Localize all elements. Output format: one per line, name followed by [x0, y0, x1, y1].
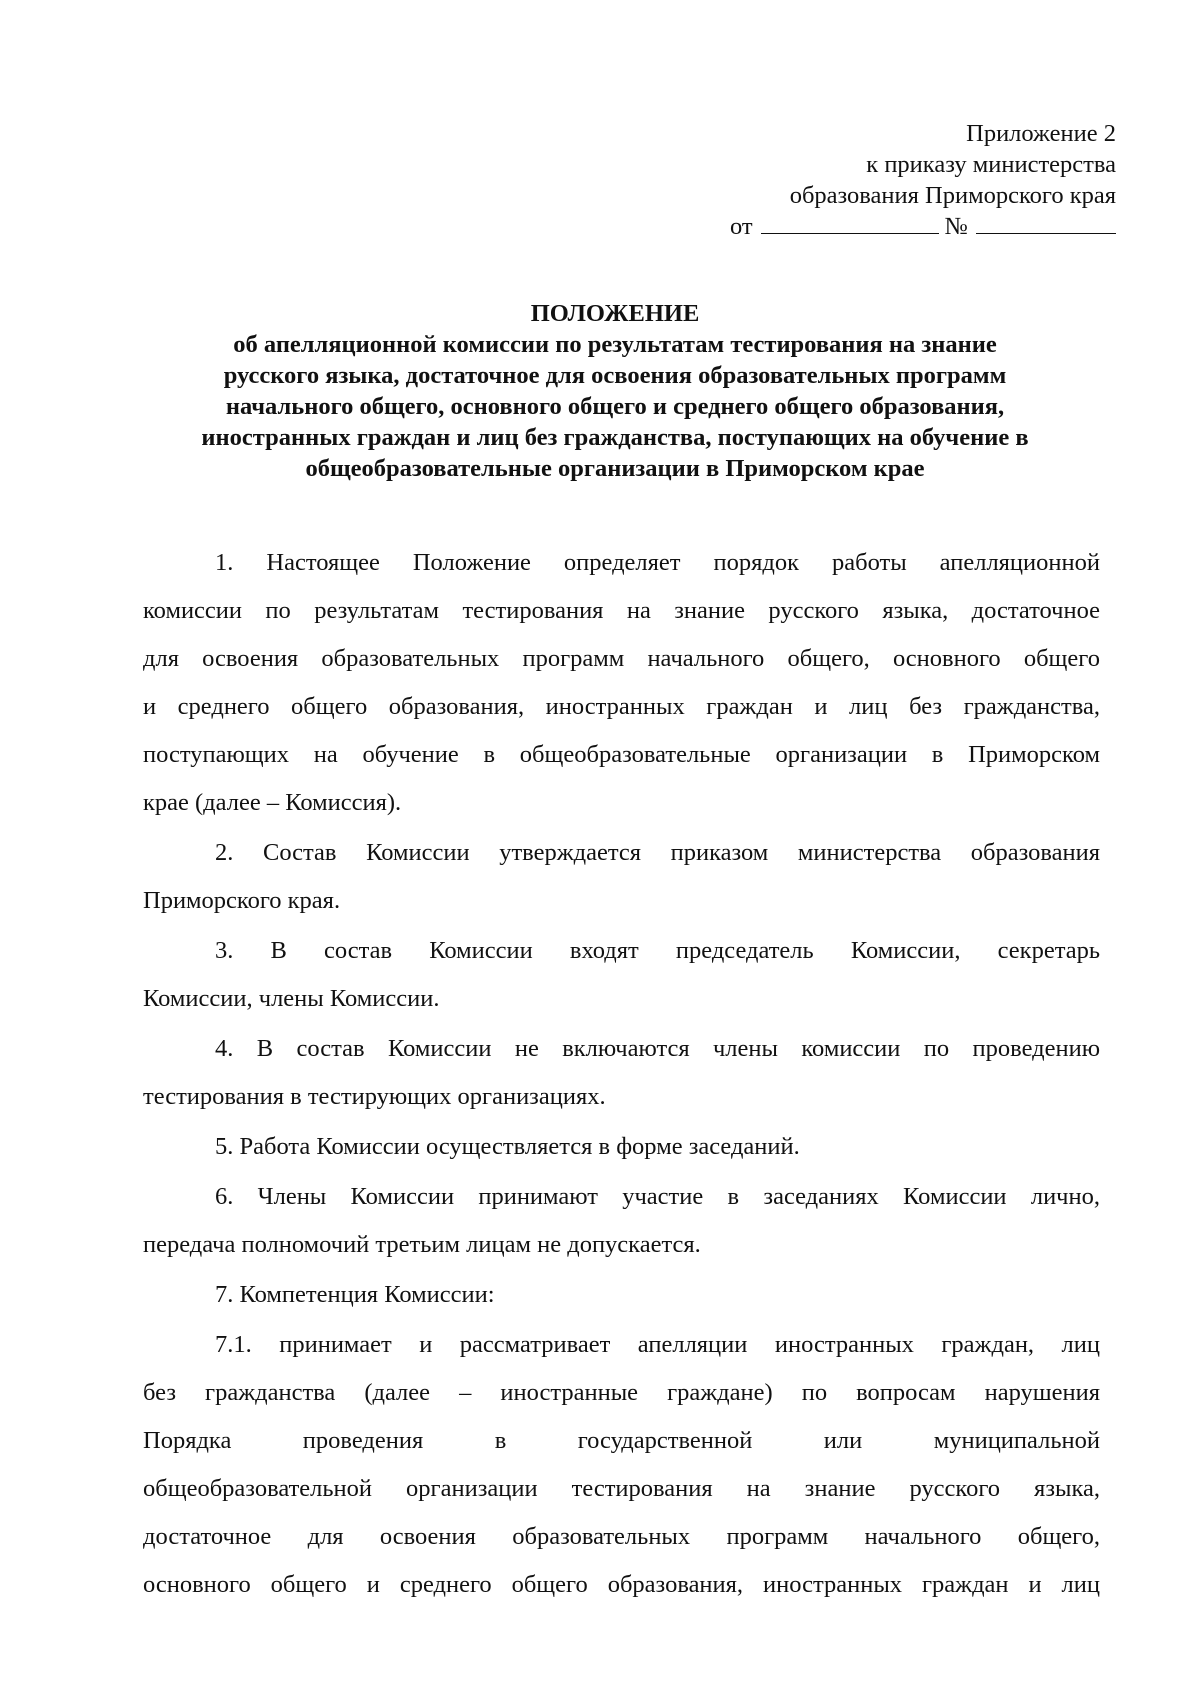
paragraph-1: [143, 539, 1100, 827]
title-line: об апелляционной комиссии по результатам тестирования на знание: [233, 331, 997, 358]
title-heading: ПОЛОЖЕНИЕ: [530, 300, 700, 327]
text-line: 7.1. принимает и рассматривает апелляции иностранных граждан, лиц: [215, 1331, 1100, 1358]
paragraph-7-1: [143, 1321, 1100, 1609]
text-line: 5. Работа Комиссии осуществляется в форме заседаний.: [215, 1133, 800, 1160]
text-line: и среднего общего образования, иностранных граждан и лиц без гражданства,: [143, 693, 1100, 720]
text-line: передача полномочий третьим лицам не допускается.: [143, 1231, 701, 1258]
text-line: 6. Члены Комиссии принимают участие в заседаниях Комиссии лично,: [215, 1183, 1100, 1210]
paragraph-5: [143, 1123, 1100, 1171]
number-label: №: [944, 213, 968, 240]
order-date-blank: [761, 211, 939, 234]
text-line: общеобразовательной организации тестирования на знание русского языка,: [143, 1475, 1100, 1502]
text-line: без гражданства (далее – иностранные граждане) по вопросам нарушения: [143, 1379, 1100, 1406]
paragraph-6: [143, 1173, 1100, 1269]
text-line: 3. В состав Комиссии входят председатель Комиссии, секретарь: [215, 937, 1100, 964]
appendix-number: Приложение 2: [966, 120, 1116, 147]
text-line: тестирования в тестирующих организациях.: [143, 1083, 606, 1110]
text-line: 2. Состав Комиссии утверждается приказом министерства образования: [215, 839, 1100, 866]
title-line: иностранных граждан и лиц без гражданства, поступающих на обучение в: [201, 424, 1029, 451]
text-line: Комиссии, члены Комиссии.: [143, 985, 440, 1012]
document-title: [130, 298, 1100, 484]
text-line: достаточное для освоения образовательных программ начального общего,: [143, 1523, 1100, 1550]
text-line: крае (далее – Комиссия).: [143, 789, 402, 816]
text-line: для освоения образовательных программ начального общего, основного общего: [143, 645, 1100, 672]
document-body: [143, 539, 1100, 1609]
text-line: основного общего и среднего общего образования, иностранных граждан и лиц: [143, 1571, 1100, 1598]
text-line: поступающих на обучение в общеобразовательные организации в Приморском: [143, 741, 1100, 768]
paragraph-3: [143, 927, 1100, 1023]
appendix-order-ref: к приказу министерства: [866, 151, 1116, 178]
text-line: Порядка проведения в государственной или муниципальной: [143, 1427, 1100, 1454]
text-line: 7. Компетенция Комиссии:: [215, 1281, 495, 1308]
text-line: комиссии по результатам тестирования на знание русского языка, достаточное: [143, 597, 1100, 624]
title-line: русского языка, достаточное для освоения образовательных программ: [223, 362, 1007, 389]
text-line: 1. Настоящее Положение определяет порядок работы апелляционной: [215, 549, 1100, 576]
text-line: 4. В состав Комиссии не включаются члены комиссии по проведению: [215, 1035, 1100, 1062]
appendix-ministry: образования Приморского края: [789, 182, 1116, 209]
appendix-header: [596, 118, 1116, 242]
order-number-blank: [976, 211, 1116, 234]
title-line: начального общего, основного общего и среднего общего образования,: [225, 393, 1005, 420]
text-line: Приморского края.: [143, 887, 341, 914]
from-label: от: [729, 213, 753, 240]
order-date-number-line: [596, 211, 1116, 242]
paragraph-2: [143, 829, 1100, 925]
title-line: общеобразовательные организации в Приморском крае: [305, 455, 925, 482]
paragraph-7: [143, 1271, 1100, 1319]
paragraph-4: [143, 1025, 1100, 1121]
